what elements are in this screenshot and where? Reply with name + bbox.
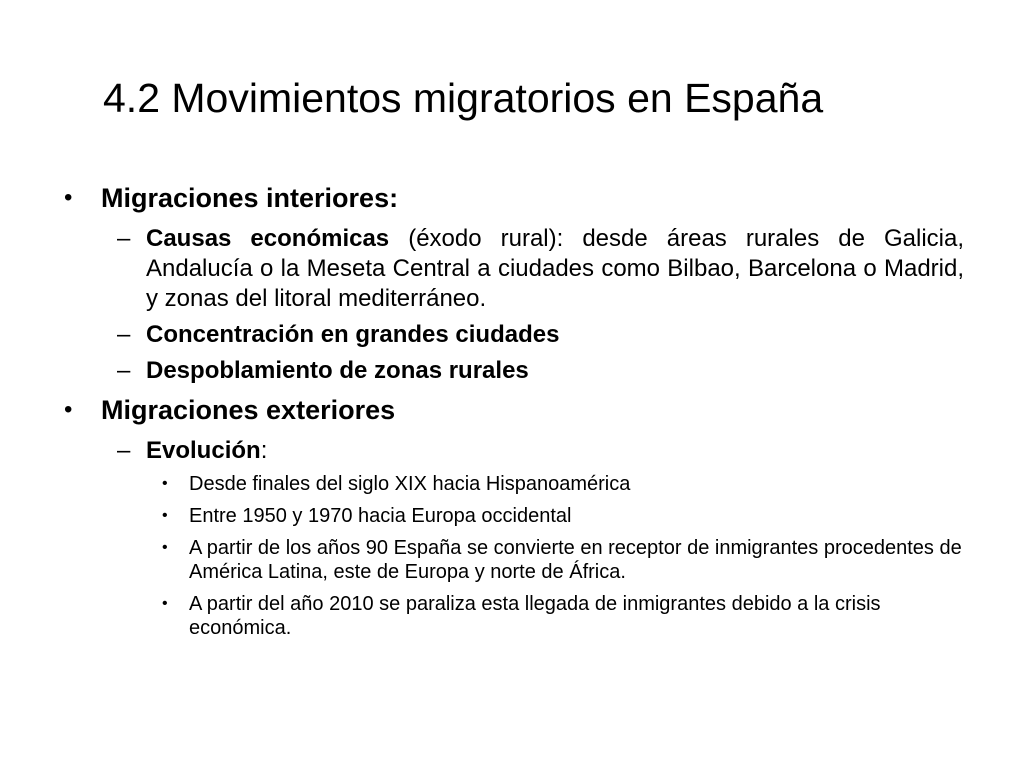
item-bold-label: Concentración en grandes ciudades: [146, 321, 560, 348]
item-text: (éxodo rural): desde áreas rurales de Galicia, Andalucía o la Meseta Central a ciudades como Bilbao, Barcelona o Madrid, y zonas del litoral mediterráneo.: [146, 225, 964, 312]
slide-title: 4.2 Movimientos migratorios en España: [103, 75, 824, 121]
item-bold-label: Causas económicas: [146, 225, 390, 252]
dash-icon: –: [117, 225, 131, 252]
bullet-icon: •: [162, 475, 168, 492]
sub-item-text: Entre 1950 y 1970 hacia Europa occidental: [189, 505, 572, 527]
slide-content: [64, 180, 964, 648]
dash-icon: –: [117, 321, 131, 348]
bullet-icon: •: [162, 539, 168, 556]
section-heading-label: Migraciones exteriores: [101, 395, 396, 425]
list-item-concentracion: [64, 320, 964, 350]
sub-list-item: [64, 472, 964, 496]
list-item-evolucion: [64, 436, 964, 466]
dash-icon: –: [117, 357, 131, 384]
item-bold-label: Despoblamiento de zonas rurales: [146, 357, 529, 384]
bullet-icon: •: [64, 396, 73, 423]
bullet-icon: •: [162, 507, 168, 524]
sub-item-text: A partir del año 2010 se paraliza esta llegada de inmigrantes debido a la crisis económica.: [189, 593, 881, 639]
sub-list-item: [64, 592, 964, 640]
section-heading-exteriores: [64, 392, 964, 428]
dash-icon: –: [117, 437, 131, 464]
sub-list-item: [64, 504, 964, 528]
item-bold-label: Evolución: [146, 437, 261, 464]
sub-item-text: Desde finales del siglo XIX hacia Hispanoamérica: [189, 473, 631, 495]
bullet-icon: •: [162, 595, 168, 612]
section-heading-interiores: [64, 180, 964, 216]
bullet-icon: •: [64, 184, 73, 211]
sub-list-item: [64, 536, 964, 584]
section-heading-label: Migraciones interiores:: [101, 183, 399, 213]
item-text: :: [260, 437, 268, 464]
sub-item-text: A partir de los años 90 España se convierte en receptor de inmigrantes procedentes de América Latina, este de Europa y norte de África.: [189, 537, 962, 583]
list-item-causas: [64, 224, 964, 314]
list-item-despoblamiento: [64, 356, 964, 386]
